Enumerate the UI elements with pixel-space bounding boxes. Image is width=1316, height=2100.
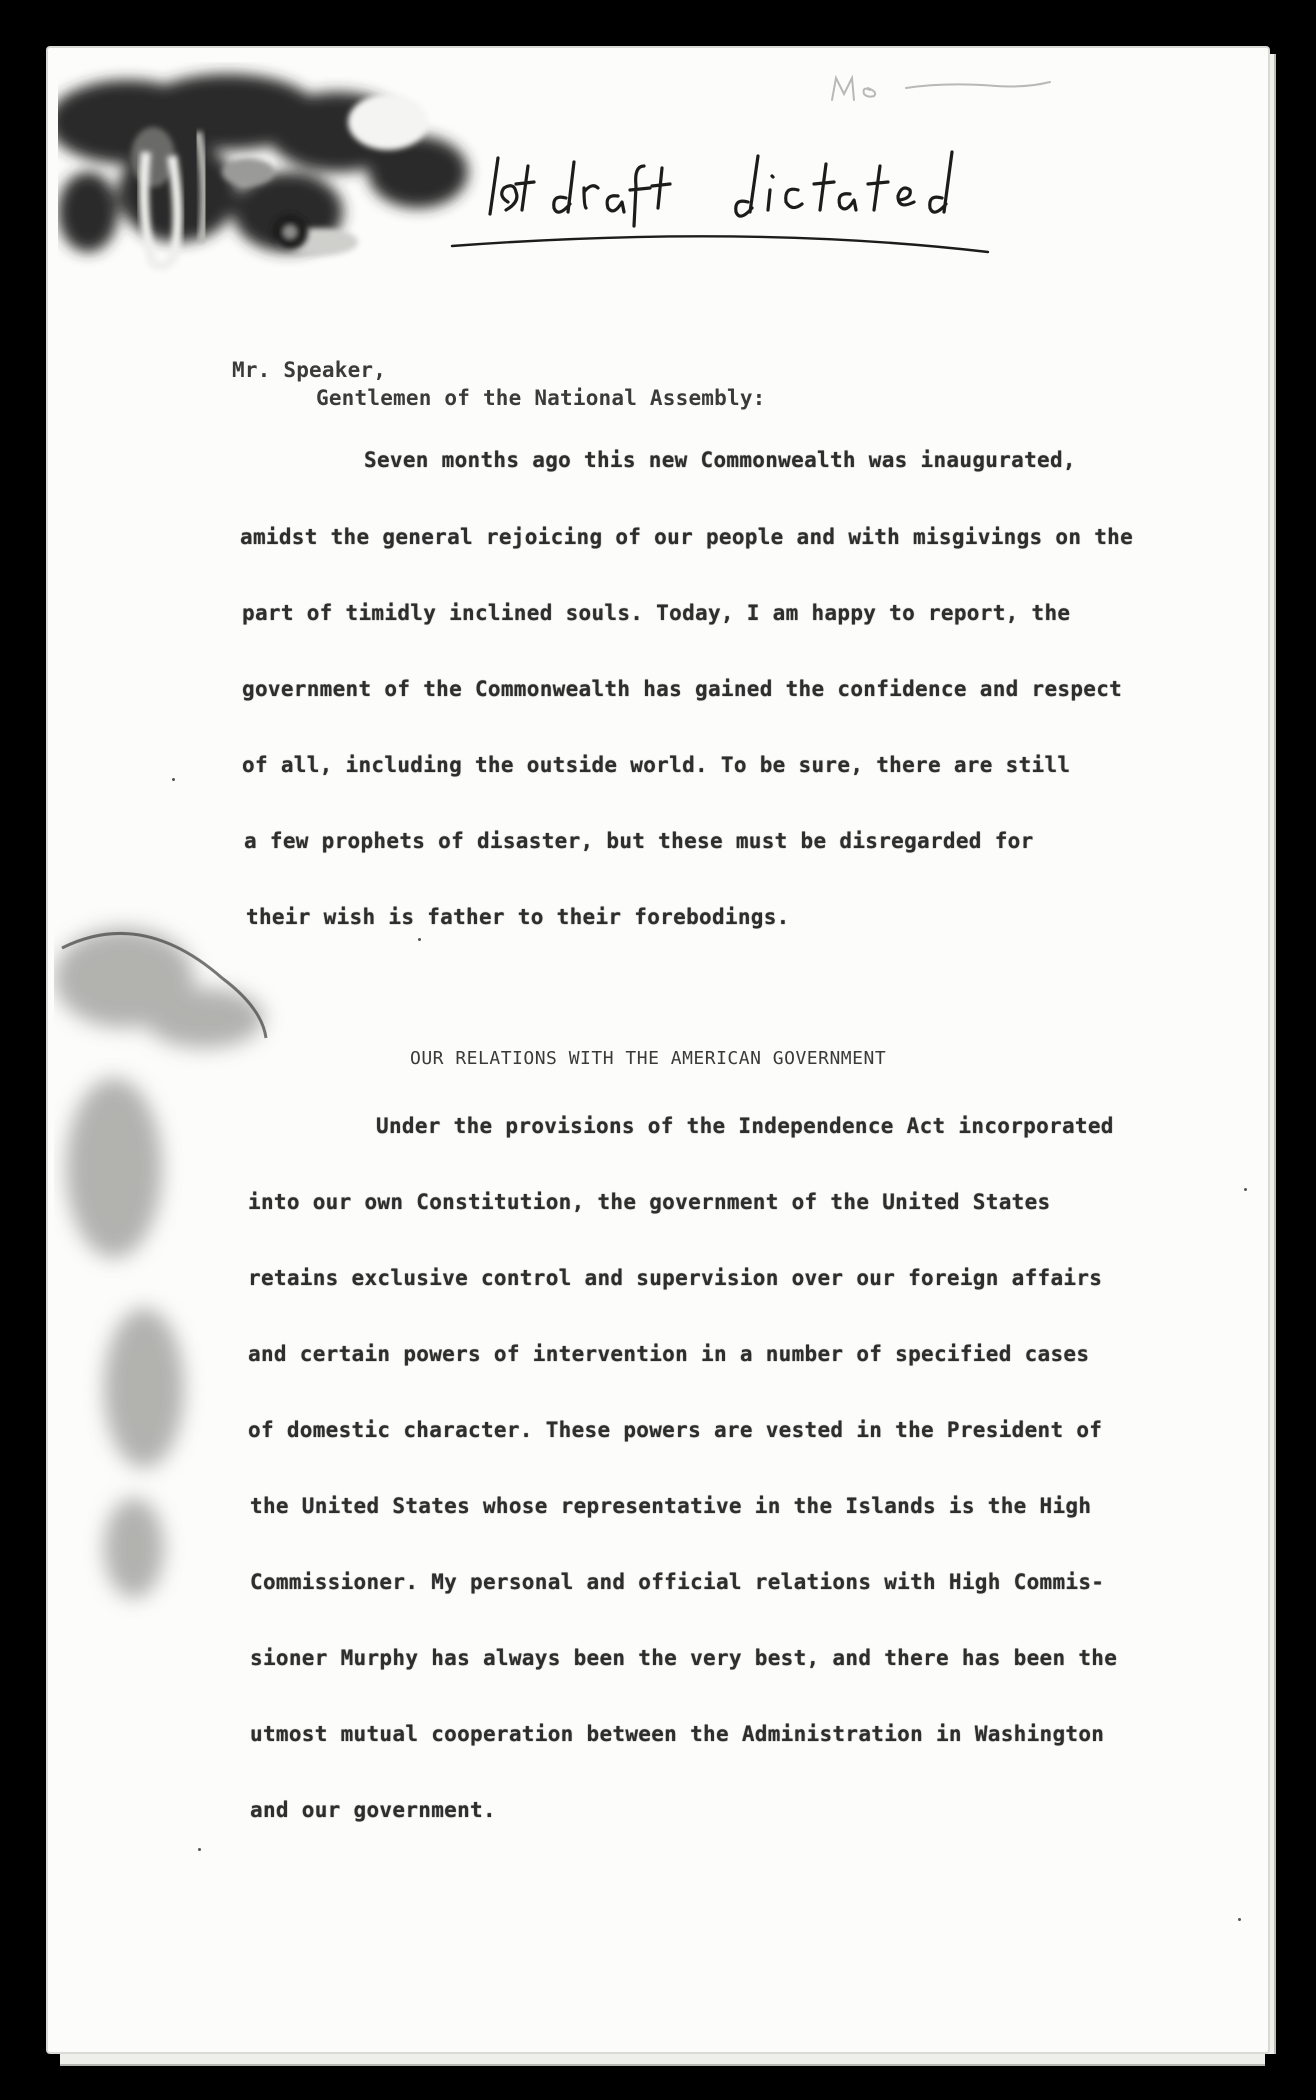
paragraph-1-line-1: Seven months ago this new Commonwealth was inaugurated, (364, 448, 1076, 472)
handwritten-pencil-mark (826, 68, 1056, 108)
paragraph-2-line-3: retains exclusive control and supervision over our foreign affairs (248, 1266, 1103, 1290)
paragraph-2-line-10: and our government. (250, 1798, 496, 1822)
paragraph-1-line-6: a few prophets of disaster, but these must be disregarded for (244, 829, 1034, 853)
salutation-line-2: Gentlemen of the National Assembly: (316, 386, 766, 410)
salutation (232, 356, 766, 412)
paragraph-1-line-4: government of the Commonwealth has gained the confidence and respect (242, 677, 1123, 701)
handwritten-note-draft-dictated (448, 106, 1128, 256)
paragraph-1-line-3: part of timidly inclined souls. Today, I am happy to report, the (242, 601, 1071, 625)
paragraph-2-line-8: sioner Murphy has always been the very best, and there has been the (250, 1646, 1118, 1670)
paragraph-2-line-7: Commissioner. My personal and official relations with High Commis- (250, 1570, 1105, 1594)
paragraph-1-line-5: of all, including the outside world. To be sure, there are still (242, 753, 1071, 777)
scan-speck (198, 1848, 201, 1851)
paragraph-1-line-7: their wish is father to their forebodings. (246, 905, 790, 929)
smudged-letterhead-seal (58, 62, 498, 282)
paragraph-2-line-2: into our own Constitution, the government of the United States (248, 1190, 1051, 1214)
paragraph-2-line-9: utmost mutual cooperation between the Administration in Washington (250, 1722, 1105, 1746)
scan-speck (418, 938, 421, 941)
document-page (48, 48, 1268, 2052)
scan-speck (1244, 1188, 1247, 1191)
paragraph-1-line-2: amidst the general rejoicing of our people and with misgivings on the (240, 525, 1134, 549)
paragraph-2-line-5: of domestic character. These powers are vested in the President of (248, 1418, 1103, 1442)
scan-speck (1238, 1918, 1241, 1921)
salutation-line-1: Mr. Speaker, (232, 358, 387, 382)
sheet-edge-bottom (60, 2052, 1265, 2066)
section-heading: OUR RELATIONS WITH THE AMERICAN GOVERNMENT (410, 1048, 887, 1069)
paragraph-2-line-4: and certain powers of intervention in a number of specified cases (248, 1342, 1090, 1366)
scan-speck (172, 778, 175, 781)
paragraph-2-line-1: Under the provisions of the Independence Act incorporated (376, 1114, 1114, 1138)
paragraph-2-line-6: the United States whose representative in the Islands is the High (250, 1494, 1092, 1518)
